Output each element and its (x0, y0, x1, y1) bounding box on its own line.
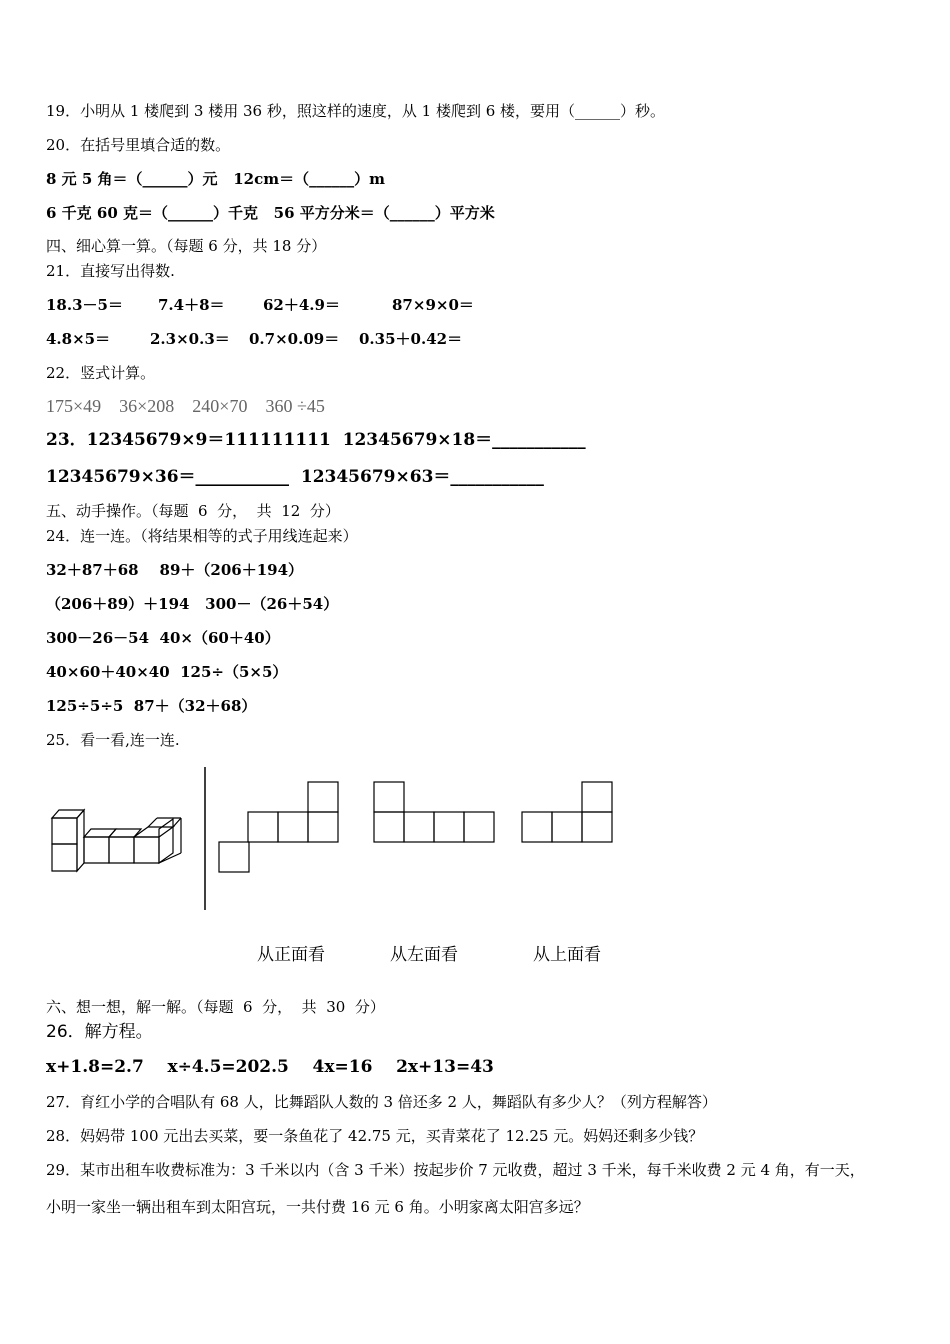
question-28: 28．妈妈带 100 元出去买菜，要一条鱼花了 42.75 元，买青菜花了 12.25 元。妈妈还剩多少钱？ (46, 1127, 704, 1145)
question-21: 21．直接写出得数. (46, 262, 175, 280)
question-23-line-1: 23．12345679×9＝111111111 12345679×18＝___________ (46, 430, 586, 450)
section-4-heading: 四、细心算一算。（每题 6 分，共 18 分） (46, 237, 327, 255)
section-6-heading: 六、想一想，解一解。（每题 6 分， 共 30 分） (46, 998, 385, 1016)
question-24: 24．连一连。（将结果相等的式子用线连起来） (46, 527, 358, 545)
section-5-heading: 五、动手操作。（每题 6 分， 共 12 分） (46, 502, 340, 520)
question-20: 20．在括号里填合适的数。 (46, 136, 231, 154)
q21-item: 7.4＋8＝ (158, 296, 225, 314)
q21-item: 87×9×0＝ (392, 296, 474, 314)
q24-row: 300－26－54 40×（60＋40） (46, 629, 280, 647)
view-grid-1 (219, 782, 338, 872)
question-22: 22．竖式计算。 (46, 364, 156, 382)
q21-item: 0.7×0.09＝ (249, 330, 340, 348)
q22-items: 175×49 36×208 240×70 360 ÷45 (46, 396, 325, 416)
q24-row: 125÷5÷5 87＋（32＋68） (46, 697, 257, 715)
q24-row: （206＋89）＋194 300－（26＋54） (46, 595, 339, 613)
question-29-line-1: 29．某市出租车收费标准为：3 千米以内（含 3 千米）按起步价 7 元收费，超过 3 千米，每千米收费 2 元 4 角，有一天， (46, 1161, 865, 1179)
view-label-top: 从上面看 (533, 945, 601, 965)
view-label-front: 从正面看 (257, 945, 325, 965)
question-25: 25．看一看,连一连. (46, 731, 180, 749)
question-27: 27．育红小学的合唱队有 68 人，比舞蹈队人数的 3 倍还多 2 人，舞蹈队有多少人？（列方程解答） (46, 1093, 717, 1111)
q24-row: 40×60＋40×40 125÷（5×5） (46, 663, 288, 681)
q21-item: 62＋4.9＝ (263, 296, 340, 314)
q26-equations: x+1.8=2.7 x÷4.5=202.5 4x=16 2x+13=43 (46, 1057, 494, 1077)
q21-item: 0.35＋0.42＝ (359, 330, 463, 348)
q21-item: 4.8×5＝ (46, 330, 111, 348)
question-26: 26．解方程。 (46, 1022, 153, 1042)
question-23-line-2: 12345679×36＝___________ 12345679×63＝___________ (46, 467, 544, 487)
q20-line-2: 6 千克 60 克＝（______）千克 56 平方分米＝（______）平方米 (46, 204, 495, 222)
question-29-line-2: 小明一家坐一辆出租车到太阳宫玩，一共付费 16 元 6 角。小明家离太阳宫多远？ (46, 1198, 589, 1216)
view-grid-2 (374, 782, 494, 842)
view-grid-3 (522, 782, 612, 842)
view-label-left: 从左面看 (390, 945, 458, 965)
q21-item: 18.3－5＝ (46, 296, 123, 314)
q21-item: 2.3×0.3＝ (150, 330, 230, 348)
q20-line-1: 8 元 5 角＝（______）元 12cm＝（______）m (46, 170, 385, 188)
q24-row: 32＋87＋68 89＋（206＋194） (46, 561, 304, 579)
question-19: 19．小明从 1 楼爬到 3 楼用 36 秒，照这样的速度，从 1 楼爬到 6 楼，要用（______）秒。 (46, 102, 666, 120)
